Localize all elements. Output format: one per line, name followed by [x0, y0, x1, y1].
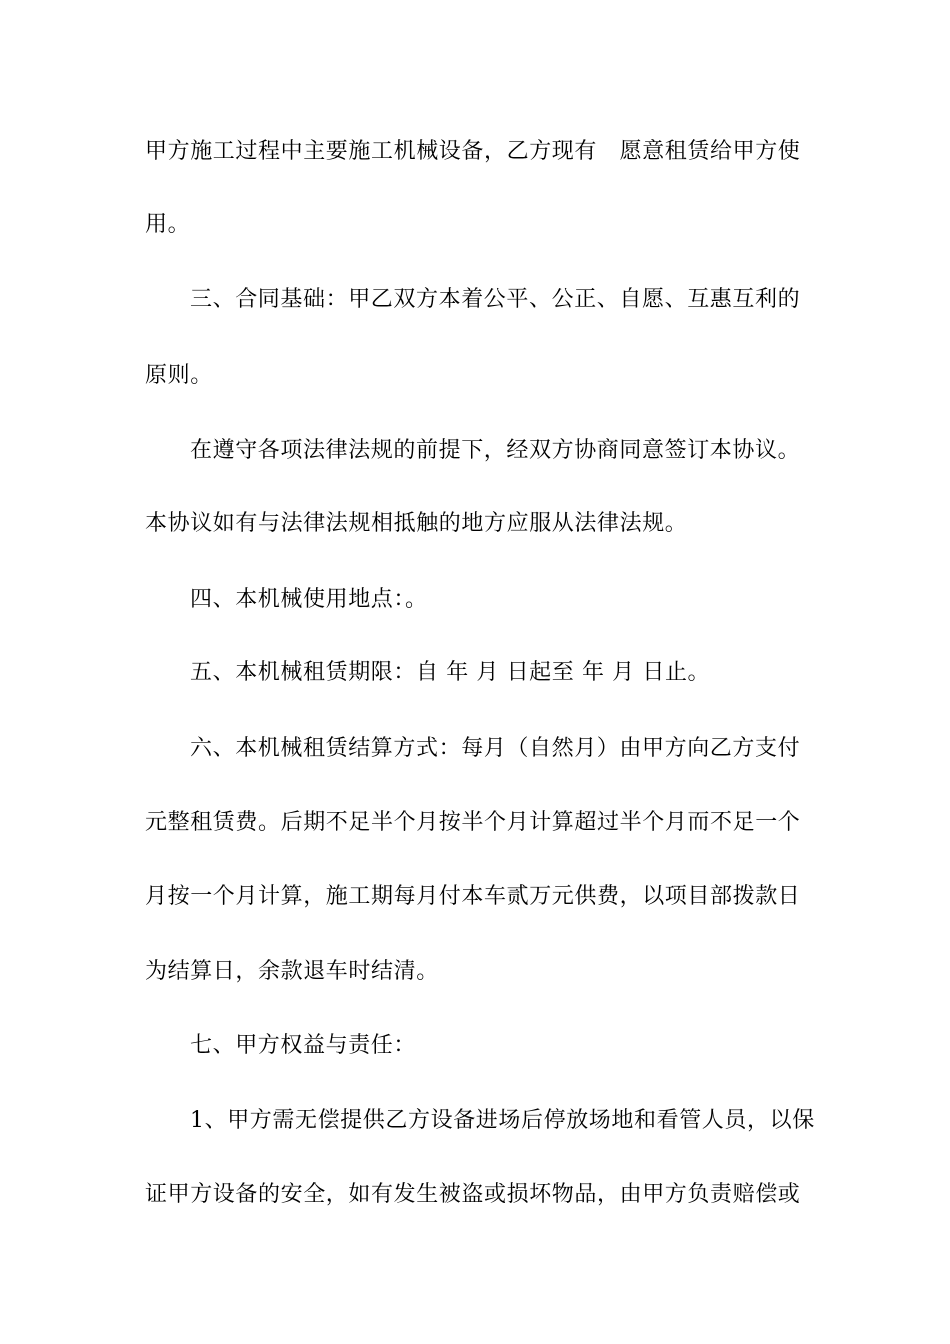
clause-7-item-1-line: 1、甲方需无偿提供乙方设备进场后停放场地和看管人员，以保	[190, 1108, 815, 1133]
clause-6-line: 六、本机械租赁结算方式：每月（自然月）由甲方向乙方支付	[190, 736, 801, 761]
clause-3-heading-line: 三、合同基础：甲乙双方本着公平、公正、自愿、互惠互利的	[190, 287, 801, 312]
paragraph-line: 用。	[145, 212, 191, 237]
paragraph-line: 本协议如有与法律法规相抵触的地方应服从法律法规。	[145, 511, 688, 536]
clause-7-heading-line: 七、甲方权益与责任：	[190, 1033, 417, 1058]
paragraph-line: 原则。	[145, 363, 213, 388]
clause-5-line: 五、本机械租赁期限：自 年 月 日起至 年 月 日止。	[190, 660, 711, 685]
paragraph-line: 元整租赁费。后期不足半个月按半个月计算超过半个月而不足一个	[145, 810, 801, 835]
paragraph-line: 证甲方设备的安全，如有发生被盗或损坏物品，由甲方负责赔偿或	[145, 1182, 801, 1207]
paragraph-line: 为结算日，余款退车时结清。	[145, 959, 439, 984]
paragraph-line: 在遵守各项法律法规的前提下，经双方协商同意签订本协议。	[190, 438, 801, 463]
clause-4-line: 四、本机械使用地点：。	[190, 587, 428, 612]
paragraph-line: 月按一个月计算，施工期每月付本车贰万元供费，以项目部拨款日	[145, 884, 801, 909]
paragraph-line: 甲方施工过程中主要施工机械设备，乙方现有 愿意租赁给甲方使	[145, 139, 801, 164]
